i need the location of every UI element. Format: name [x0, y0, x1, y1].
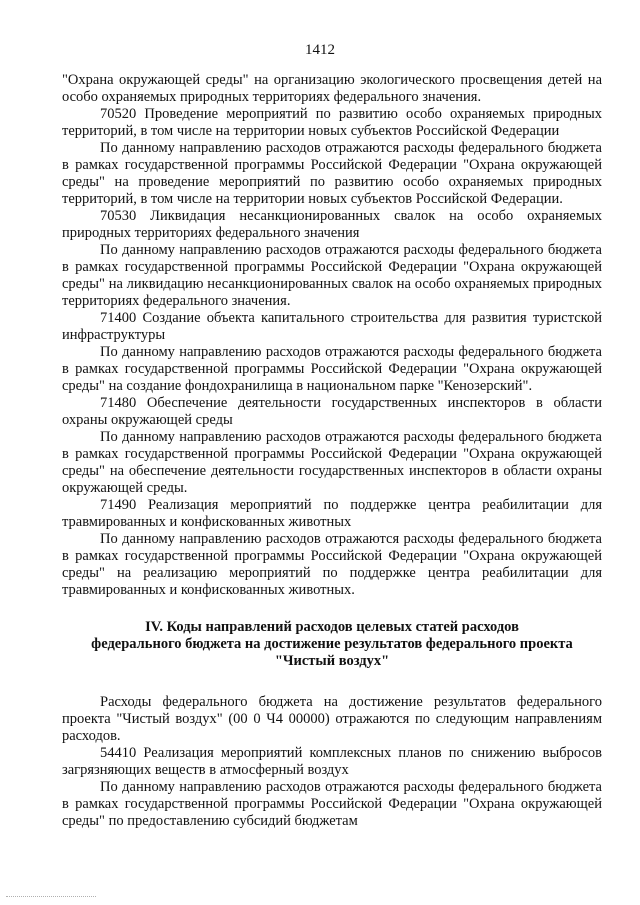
code-heading-71480: 71480 Обеспечение деятельности государственных инспекторов в области охраны окружающей среды [62, 395, 602, 428]
paragraph-continuation: "Охрана окружающей среды" на организацию экологического просвещения детей на особо охраняемых природных территориях федерального значения. [62, 72, 602, 105]
code-heading-70520: 70520 Проведение мероприятий по развитию особо охраняемых природных территорий, в том числе на территории новых субъектов Российской Федерации [62, 106, 602, 139]
paragraph-71400-description: По данному направлению расходов отражаются расходы федерального бюджета в рамках государственной программы Российской Федерации "Охрана окружающей среды" на создание фондохранилища в национальном парке "Кенозерский". [62, 344, 602, 394]
paragraph-70520-description: По данному направлению расходов отражаются расходы федерального бюджета в рамках государственной программы Российской Федерации "Охрана окружающей среды" на проведение мероприятий по развитию особо охраняемых природных территорий, в том числе на территории новых субъектов Российской Федерации. [62, 140, 602, 207]
paragraph-71490-description: По данному направлению расходов отражаются расходы федерального бюджета в рамках государственной программы Российской Федерации "Охрана окружающей среды" на реализацию мероприятий по поддержке центра реабилитации для травмированных и конфискованных животных. [62, 531, 602, 598]
section-intro-paragraph: Расходы федерального бюджета на достижение результатов федерального проекта "Чистый воздух" (00 0 Ч4 00000) отражаются по следующим направлениям расходов. [62, 694, 602, 744]
section-title-line-3: "Чистый воздух" [274, 653, 390, 669]
paragraph-70530-description: По данному направлению расходов отражаются расходы федерального бюджета в рамках государственной программы Российской Федерации "Охрана окружающей среды" на ликвидацию несанкционированных свалок на особо охраняемых природных территориях федерального значения. [62, 242, 602, 309]
paragraph-54410-description: По данному направлению расходов отражаются расходы федерального бюджета в рамках государственной программы Российской Федерации "Охрана окружающей среды" по предоставлению субсидий бюджетам [62, 779, 602, 829]
section-title-line-2: федерального бюджета на достижение результатов федерального проекта [91, 636, 573, 652]
code-heading-71400: 71400 Создание объекта капитального строительства для развития туристской инфраструктуры [62, 310, 602, 343]
paragraph-71480-description: По данному направлению расходов отражаются расходы федерального бюджета в рамках государственной программы Российской Федерации "Охрана окружающей среды" на обеспечение деятельности государственных инспекторов в области охраны окружающей среды. [62, 429, 602, 496]
section-title-line-1: IV. Коды направлений расходов целевых статей расходов [145, 619, 519, 635]
code-heading-71490: 71490 Реализация мероприятий по поддержке центра реабилитации для травмированных и конфискованных животных [62, 497, 602, 530]
section-title [62, 619, 602, 670]
section-spacer [62, 670, 602, 694]
page-number: 1412 [305, 42, 335, 58]
document-body [62, 72, 602, 830]
code-heading-54410: 54410 Реализация мероприятий комплексных планов по снижению выбросов загрязняющих веществ в атмосферный воздух [62, 745, 602, 778]
scan-edge-mark [6, 896, 96, 900]
code-heading-70530: 70530 Ликвидация несанкционированных свалок на особо охраняемых природных территориях федерального значения [62, 208, 602, 241]
